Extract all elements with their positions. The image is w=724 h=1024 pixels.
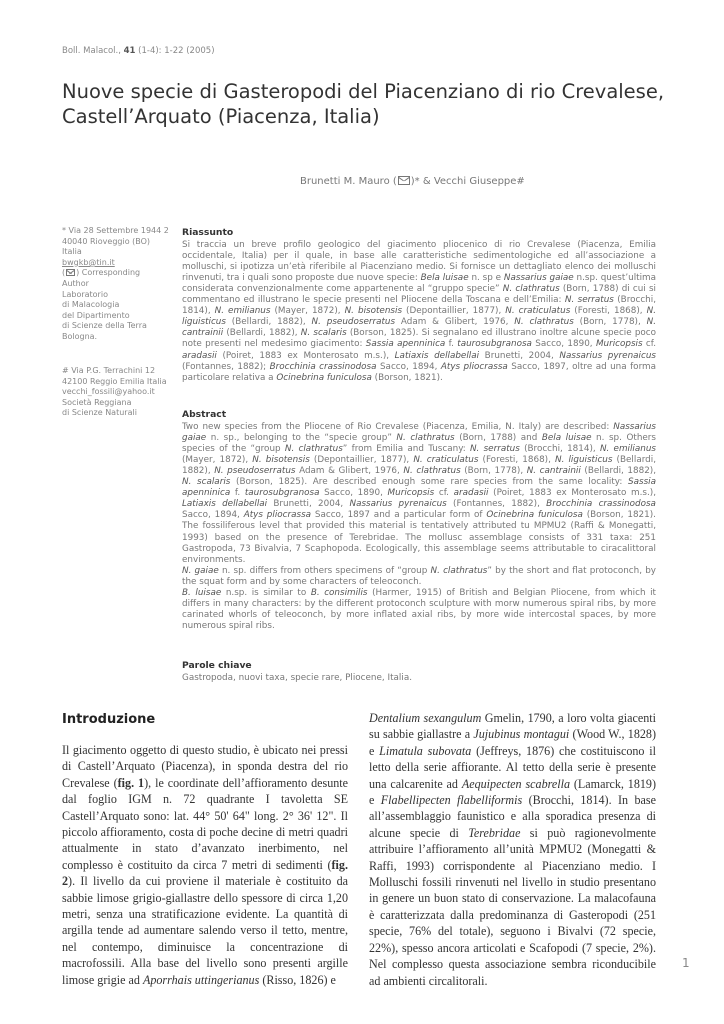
riassunto-text: Si traccia un breve profilo geologico del giacimento pliocenico di rio Crevalese (Piacenza, Emilia occidentale, Italia) per il quale, in base alle caratteristiche sedimentologiche ed all’associazione a molluschi, si ipotizza un’età riferibile al Piacenziano medio. Si fornisce un dettagliato elenco dei molluschi rinvenuti, tra i quali sono proposte due nuove specie: Bela luisae n. sp e Nassarius gaiae n.sp. quest’ultima considerata convenzionalmente come appartenente al “gruppo specie” N. clathratus (Born, 1788) di cui si commentano ed illustrano le specie presenti nel Pliocene della Toscana e dell’Emilia: N. serratus (Brocchi, 1814), N. emilianus (Mayer, 1872), N. bisotensis (Depontaillier, 1877), N. craticulatus (Foresti, 1868), N. liguisticus (Bellardi, 1882), N. pseudoserratus Adam & Glibert, 1976, N. clathratus (Born, 1778), N. cantrainii (Bellardi, 1882), N. scalaris (Borson, 1825). Si segnalano ed illustrano inoltre alcune specie poco note presenti nel medesimo giacimento: Sassia apenninica f. taurosubgranosa Sacco, 1890, Muricopsis cf. aradasii (Poiret, 1883 ex Monterosato m.s.), Latiaxis dellabellai Brunetti, 2004, Nassarius pyrenaicus (Fontannes, 1882); Brocchinia crassinodosa Sacco, 1894, Atys pliocrassa Sacco, 1897, oltre ad una forma particolare relativa a Ocinebrina funiculosa (Borson, 1821). xyxy=(182,240,657,383)
keywords-section xyxy=(182,660,656,684)
email-link[interactable]: vecchi_fossili@yahoo.it xyxy=(62,387,155,397)
page-number: 1 xyxy=(682,956,690,970)
abstract-heading: Abstract xyxy=(182,409,227,420)
intro-column-2: Dentalium sexangulum Gmelin, 1790, a loro volta giacenti su sabbie giallastre a Jujubinus montagui (Wood W., 1828) e Limatula subovata (Jeffreys, 1876) che costituiscono il letto della serie affiorante. Al tetto della serie è presente una calcarenite ad Aequipecten scabrella (Lamarck, 1819) e Flabellipecten flabelliformis (Brocchi, 1814). In base all’assemblaggio faunistico e alla sporadica presenza di alcune specie di Terebridae si può ragionevolmente attribuire l’affioramento all’unità MPMU2 (Monegatti & Raffi, 1993) corrispondente al Piacenziano medio. I Molluschi fossili rinvenuti nel livello in studio presentano in genere un buon stato di conservazione. La malacofauna è caratterizzata dalla predominanza di Gasteropodi (251 specie, 76% del totale), seguono i Bivalvi (72 specie, 22%), spesso ancora articolati e Scafopodi (7 specie, 2%). Nel complesso questa associazione sembra riconducibile ad ambienti circalitorali. xyxy=(369,711,656,988)
affiliation-1: * Via 28 Settembre 1944 2 40040 Rioveggio (BO) Italia bwgkb@tin.it ( ) Corresponding Author Laboratorio di Malacologia del Dipartimento di Scienze della Terra Bologna. xyxy=(62,226,172,343)
journal-citation: Boll. Malacol., 41 (1-4): 1-22 (2005) xyxy=(62,46,215,56)
email-link[interactable]: bwgkb@tin.it xyxy=(62,257,115,267)
authors: Brunetti M. Mauro ( )* & Vecchi Giuseppe# xyxy=(300,176,525,187)
riassunto-section xyxy=(182,227,656,384)
envelope-icon xyxy=(66,269,75,276)
keywords-heading: Parole chiave xyxy=(182,660,252,671)
keywords-text: Gastropoda, nuovi taxa, specie rare, Pliocene, Italia. xyxy=(182,673,413,684)
envelope-icon xyxy=(398,176,410,185)
affiliation-2: # Via P.G. Terrachini 12 42100 Reggio Emilia Italia vecchi_fossili@yahoo.it Società Reggiana di Scienze Naturali xyxy=(62,366,172,419)
paper-title: Nuove specie di Gasteropodi del Piacenziano di rio Crevalese, Castell’Arquato (Piacenza, Italia) xyxy=(62,80,665,128)
section-heading-introduzione: Introduzione xyxy=(62,712,156,727)
abstract-text: Two new species from the Pliocene of Rio Crevalese (Piacenza, Emilia, N. Italy) are described: Nassarius gaiae n. sp., belonging to the “specie group” N. clathratus (Born, 1788) and Bela luisae n. sp. Others species of the “group N. clathratus” from Emilia and Tuscany: N. serratus (Brocchi, 1814), N. emilianus (Mayer, 1872), N. bisotensis (Depontaillier, 1877), N. craticulatus (Foresti, 1868), N. liguisticus (Bellardi, 1882), N. pseudoserratus Adam & Glibert, 1976, N. clathratus (Born, 1778), N. cantrainii (Bellardi, 1882), N. scalaris (Borson, 1825). Are described enough some rare species from the same locality: Sassia apenninica f. taurosubgranosa Sacco, 1890, Muricopsis cf. aradasii (Poiret, 1883 ex Monterosato m.s.), Latiaxis dellabellai Brunetti, 2004, Nassarius pyrenaicus (Fontannes, 1882), Brocchinia crassinodosa Sacco, 1894, Atys pliocrassa Sacco, 1897 and a particular form of Ocinebrina funiculosa (Borson, 1821). The fossiliferous level that provided this material is tentatively attributed tu MPMU2 (Raffi & Monegatti, 1993) based on the presence of Terebridae. The mollusc assemblage consists of 331 taxa: 251 Gastropoda, 73 Bivalvia, 7 Scaphopoda. Ecologically, this assemblage seems attributable to ciracalittoral environments. xyxy=(182,422,657,565)
riassunto-heading: Riassunto xyxy=(182,227,234,238)
abstract-section: Abstract Two new species from the Pliocene of Rio Crevalese (Piacenza, Emilia, N. Italy) are described: Nassarius gaiae n. sp., belonging to the “specie group” N. clathratus (Born, 1788) and Bela luisae n. sp. Others species of the “group N. clathratus” from Emilia and Tuscany: N. serratus (Brocchi, 1814), N. emilianus (Mayer, 1872), N. bisotensis (Depontaillier, 1877), N. craticulatus (Foresti, 1868), N. liguisticus (Bellardi, 1882), N. pseudoserratus Adam & Glibert, 1976, N. clathratus (Born, 1778), N. cantrainii (Bellardi, 1882), N. scalaris (Borson, 1825). Are described enough some rare species from the same locality: Sassia apenninica f. taurosubgranosa Sacco, 1890, Muricopsis cf. aradasii (Poiret, 1883 ex Monterosato m.s.), Latiaxis dellabellai Brunetti, 2004, Nassarius pyrenaicus (Fontannes, 1882), Brocchinia crassinodosa Sacco, 1894, Atys pliocrassa Sacco, 1897 and a particular form of Ocinebrina funiculosa (Borson, 1821). The fossiliferous level that provided this material is tentatively attributed tu MPMU2 (Raffi & Monegatti, 1993) based on the presence of Terebridae. The mollusc assemblage consists of 331 taxa: 251 Gastropoda, 73 Bivalvia, 7 Scaphopoda. Ecologically, this assemblage seems attributable to ciracalittoral environments. N. gaiae n. sp. differs from others specimens of “group N. clathratus” by the short and flat protoconch, by the squat form and by some characters of teleoconch. B. luisae n.sp. is similar to B. consimilis (Harmer, 1915) of British and Belgian Pliocene, from which it differs in many characters: by the different protoconch sculpture with morw numerous spiral ribs, by more carinated whorls of teleoconch, by more inflated axial ribs, by more wide intercostal spaces, by more numerous spiral ribs. xyxy=(182,409,657,631)
intro-column-1: Il giacimento oggetto di questo studio, è ubicato nei pressi di Castell’Arquato (Piacenza), in sponda destra del rio Crevalese (fig. 1), le coordinate dell’affioramento desunte dal foglio IGM n. 72 quadrante I tavoletta SE Castell’Arquato sono: lat. 44° 50' 64" long. 2° 36' 12". Il piccolo affioramento, costa di poche decine di metri quadri attualmente in stato d’avanzato inerbimento, nel complesso è costituito da circa 7 metri di sedimenti (fig. 2). Il livello da cui proviene il materiale è costituito da sabbie limose grigio-giallastre dello spessore di circa 1,20 metri, senza una stratificazione evidente. La quantità di argilla tende ad aumentare salendo verso il tetto, mentre, nel contempo, diminuisce la concentrazione di macrofossili. Alla base del livello sono presenti argille limose grigie ad Aporrhais uttingerianus (Risso, 1826) e xyxy=(62,743,349,987)
